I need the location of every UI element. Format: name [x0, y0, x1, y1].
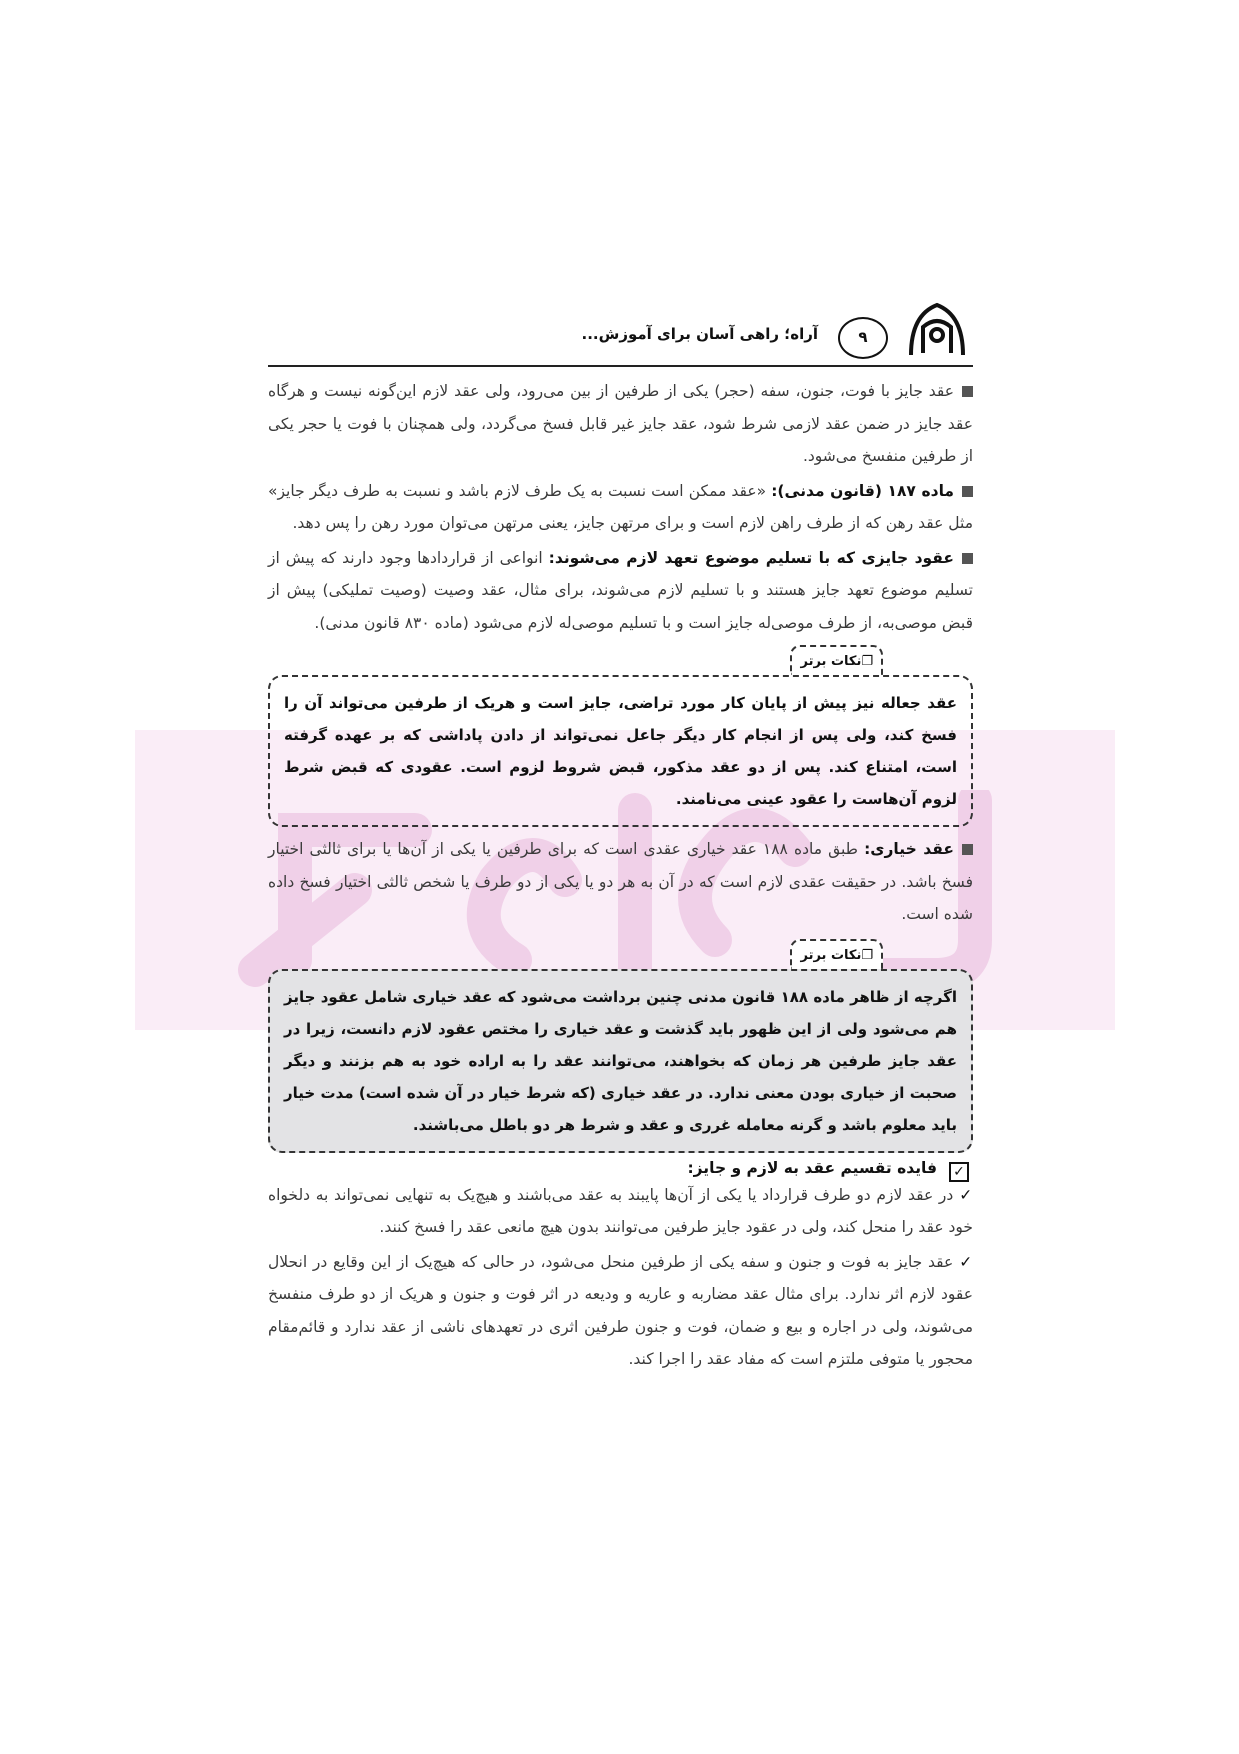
- page-content: [268, 295, 973, 1376]
- note-box-1: [268, 675, 973, 827]
- bullet-square-icon: [962, 553, 973, 564]
- checkmark-icon: ✓: [959, 1185, 973, 1204]
- checkmark-icon: ✓: [959, 1252, 973, 1271]
- publisher-logo-icon: [901, 295, 973, 363]
- paragraph-1: عقد جایز با فوت، جنون، سفه (حجر) یکی از طرفین از بین می‌رود، ولی عقد لازم این‌گونه نیست و هرگاه عقد جایز در ضمن عقد لازمی شرط شود، عقد جایز غیر قابل فسخ می‌گردد، ولی همچنان با فوت یا حجر یکی از طرفین منفسخ می‌شود.: [268, 382, 973, 465]
- note-1-text: عقد جعاله نیز پیش از پایان کار مورد تراضی، جایز است و هریک از طرفین می‌تواند آن را فسخ کند، ولی پس از انجام کار دیگر جاعل نمی‌تواند از دادن پاداشی که بر عهده گرفته است، امتناع کند. پس از دو عقد مذکور، قبض شروط لزوم است. عقودی که قبض شرط لزوم آن‌هاست را عقود عینی می‌نامند.: [284, 694, 957, 808]
- section-item-1: ✓در عقد لازم دو طرف قرارداد یا یکی از آن‌ها پایبند به عقد می‌باشند و هیچ‌یک به تنهایی نمی‌تواند به دلخواه خود عقد را منحل کند، ولی در عقود جایز طرفین می‌توانند بدون هیچ مانعی عقد را فسخ کنند.: [268, 1185, 973, 1236]
- checkbox-icon: ✓: [949, 1162, 969, 1182]
- paragraph-3: عقود جایزی که با تسلیم موضوع تعهد لازم می‌شوند: انواعی از قراردادها وجود دارند که پیش از تسلیم موضوع تعهد جایز هستند و با تسلیم لازم می‌شوند، برای مثال، عقد وصیت (وصیت تملیکی) پیش از قبض موصی‌به، از طرف موصی‌له جایز است و با تسلیم موصی‌له لازم می‌شود (ماده ۸۳۰ قانون مدنی).: [268, 548, 973, 632]
- paragraph-4: عقد خیاری: طبق ماده ۱۸۸ عقد خیاری عقدی است که برای طرفین یا یکی از آن‌ها یا برای ثالثی اختیار فسخ باشد. در حقیقت عقدی لازم است که در آن به هر دو یا یکی از دو طرف یا شخص ثالثی اختیار فسخ داده شده است.: [268, 840, 973, 923]
- paragraph-2: ماده ۱۸۷ (قانون مدنی): «عقد ممکن است نسبت به یک طرف لازم باشد و نسبت به طرف دیگر جایز» مثل عقد رهن که از طرف راهن لازم است و برای مرتهن جایز، یعنی مرتهن می‌توان مورد رهن را پس دهد.: [268, 481, 973, 532]
- bullet-square-icon: [962, 386, 973, 397]
- section-item-2: ✓عقد جایز به فوت و جنون و سفه یکی از طرفین منحل می‌شود، در حالی که هیچ‌یک از این وقایع در انحلال عقود لازم اثر ندارد. برای مثال عقد مضاربه و عاریه و ودیعه در اثر فوت و جنون و هریک از دو طرف منفسخ می‌شوند، ولی در اجاره و بیع و ضمان، فوت و جنون طرفین اثری در تعهدهای ناشی از عقد ندارد و قائم‌مقام محجور یا متوفی ملتزم است که مفاد عقد را اجرا کند.: [268, 1252, 973, 1368]
- bullet-square-icon: [962, 844, 973, 855]
- bullet-square-icon: [962, 486, 973, 497]
- document-icon: ❐: [861, 654, 873, 669]
- note-tag: ❐نکات برتر: [790, 645, 883, 675]
- note-box-2: [268, 969, 973, 1153]
- section-heading: ✓ فایده تقسیم عقد به لازم و جایز:: [268, 1159, 973, 1177]
- note-2-text: اگرچه از ظاهر ماده ۱۸۸ قانون مدنی چنین برداشت می‌شود که عقد خیاری شامل عقود جایز هم می‌شود ولی از این ظهور باید گذشت و عقد خیاری را مختص عقود لازم دانست، زیرا در عقد جایز طرفین هر زمان که بخواهند، می‌توانند عقد را به اراده خود به هم بزنند و دیگر صحبت از خیاری بودن معنی ندارد. در عقد خیاری (که شرط خیار در آن شده است) مدت خیار باید معلوم باشد و گرنه معامله غرری و عقد و شرط هر دو باطل می‌باشند.: [284, 987, 958, 1134]
- running-title: آراه؛ راهی آسان برای آموزش...: [581, 325, 818, 343]
- page-header: [268, 295, 973, 367]
- note-tag: ❐نکات برتر: [790, 939, 883, 969]
- page-number: ۹: [838, 317, 888, 359]
- document-icon: ❐: [861, 947, 873, 963]
